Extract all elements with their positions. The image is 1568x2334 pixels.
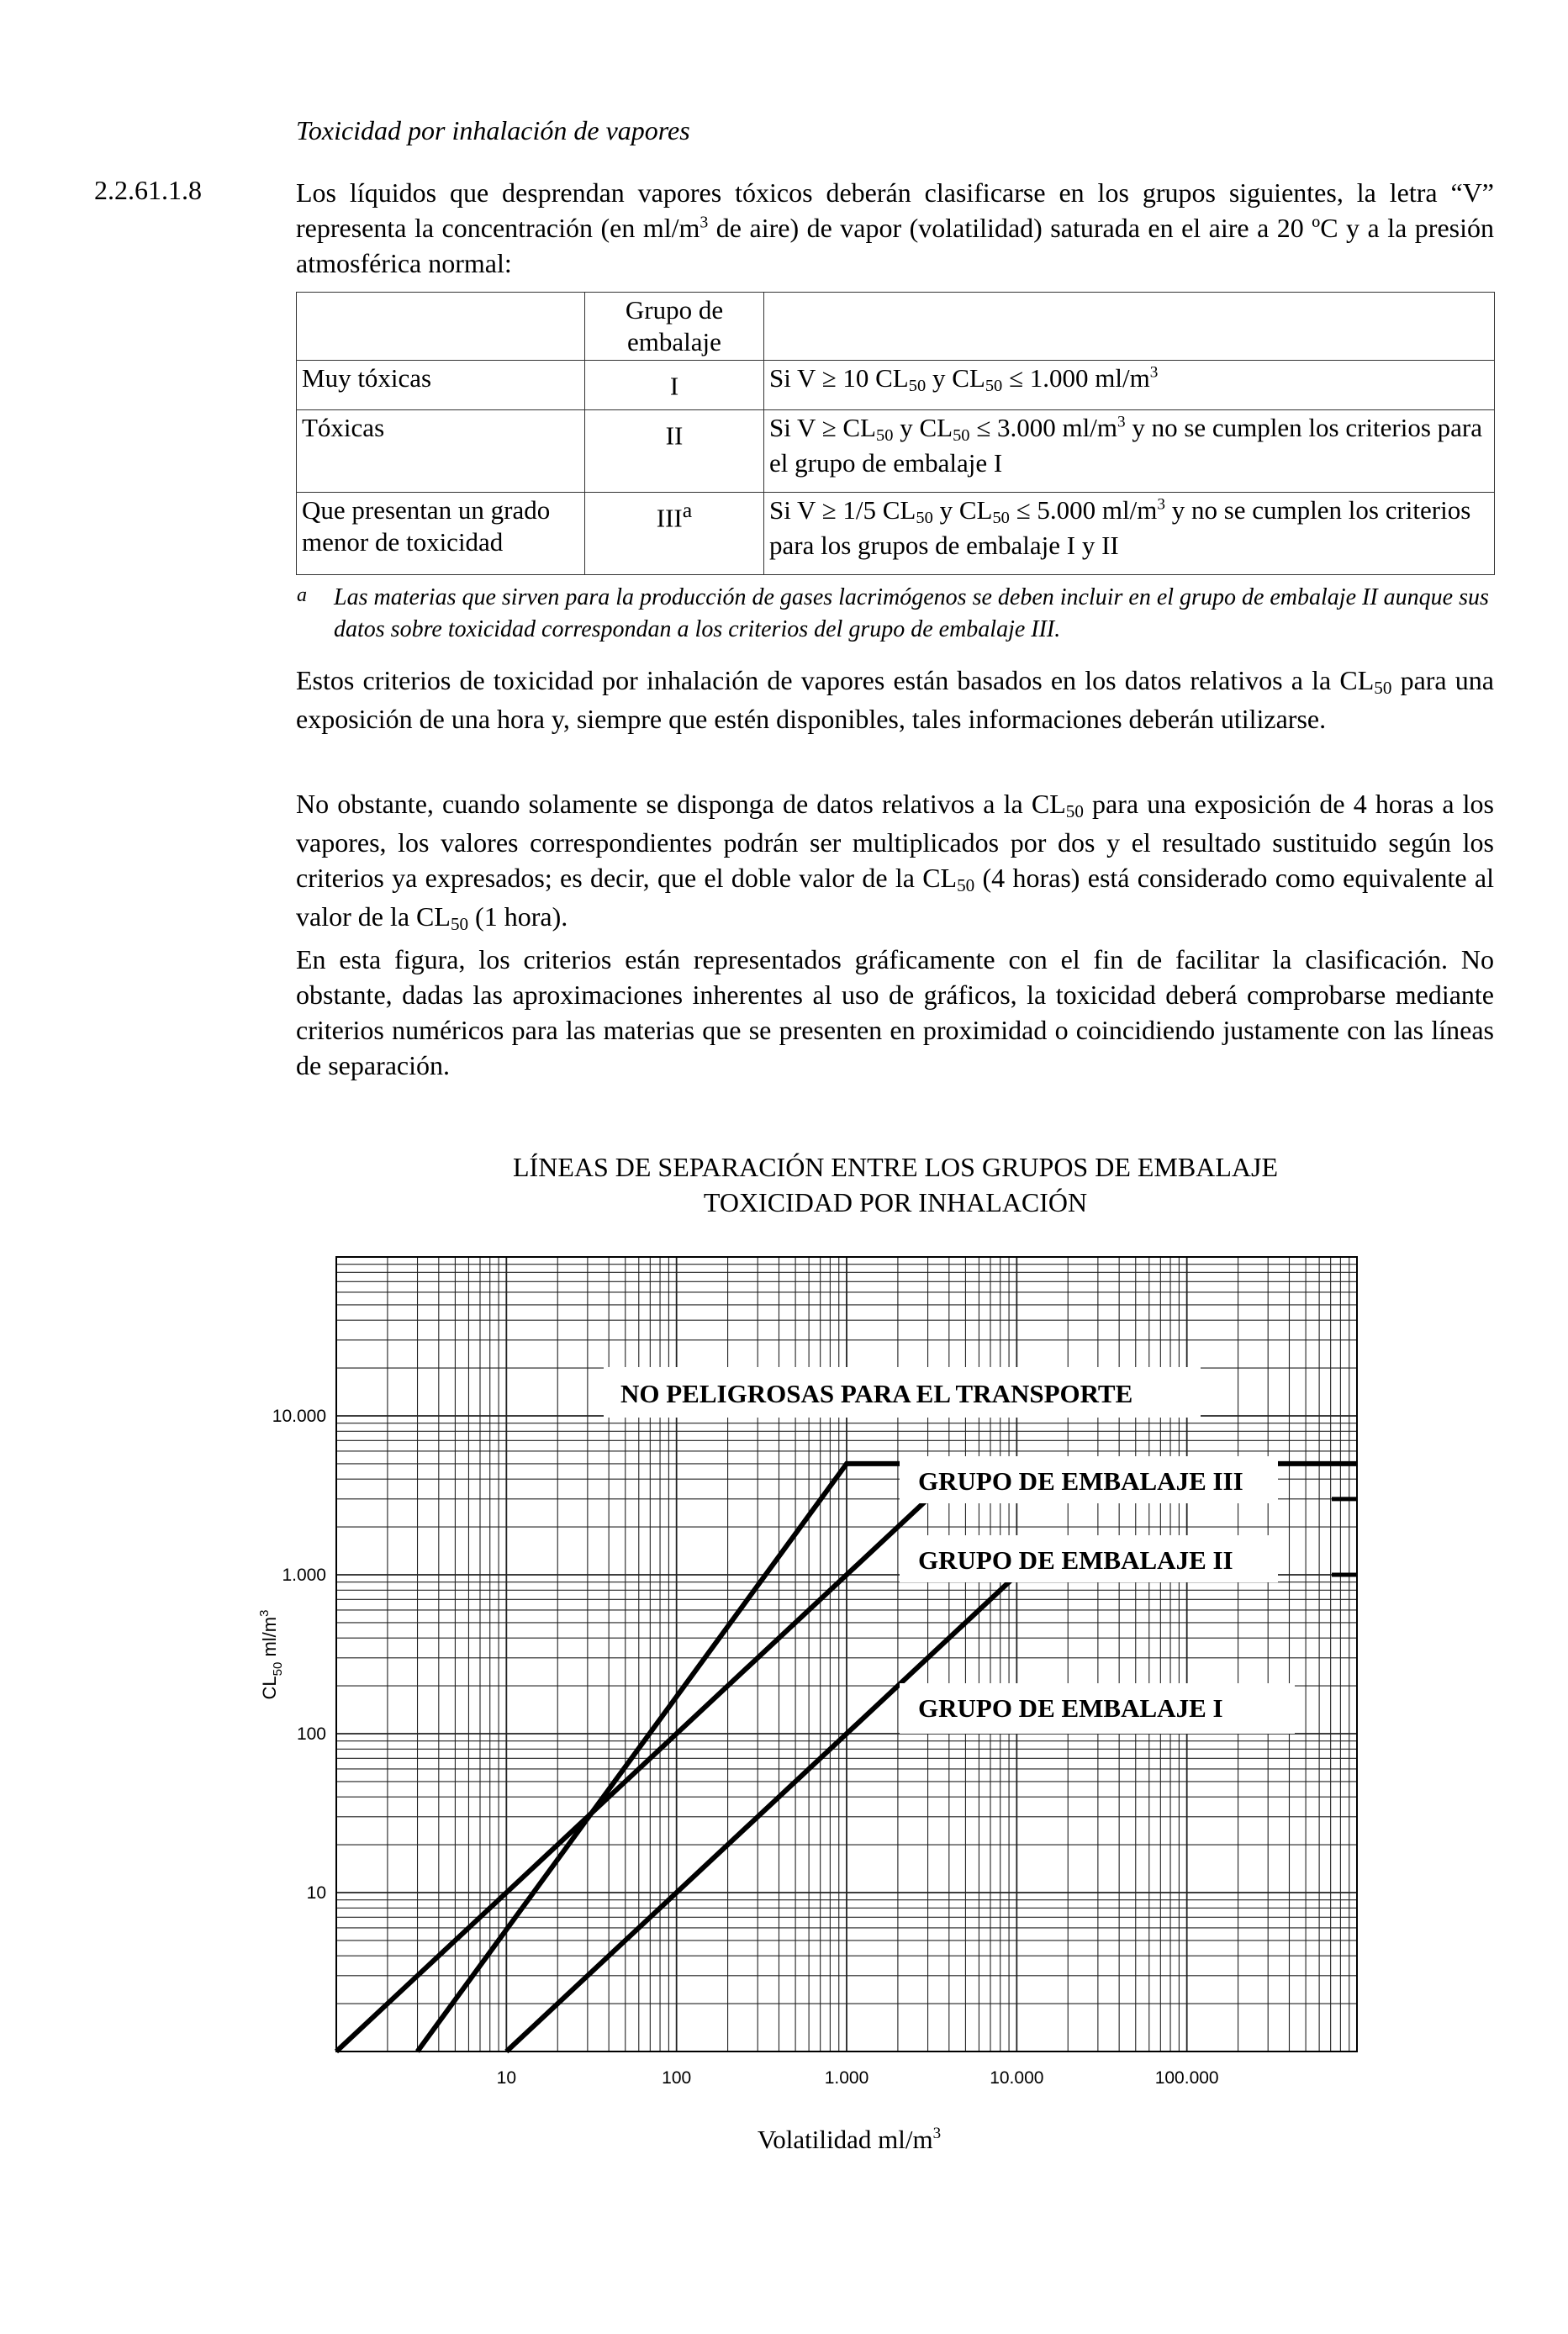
section-heading: Toxicidad por inhalación de vapores: [296, 115, 690, 145]
y-tick-label: 100: [296, 1724, 326, 1744]
chart-title-line: LÍNEAS DE SEPARACIÓN ENTRE LOS GRUPOS DE EMBALAJE: [513, 1152, 1278, 1182]
table-cell-group: II: [585, 410, 764, 493]
region-label: GRUPO DE EMBALAJE II: [918, 1545, 1233, 1575]
table-cell-name: Tóxicas: [297, 410, 585, 493]
table-header-group: Grupo de embalaje: [585, 293, 764, 361]
table-cell-name: Que presentan un grado menor de toxicidad: [297, 493, 585, 575]
footnote-mark: a: [297, 584, 307, 606]
table-cell-group: III$^a$: [585, 493, 764, 575]
y-tick-label: 10.000: [272, 1407, 326, 1426]
y-axis-label: $CL_{50}$ $ml/m^3$: [257, 1609, 285, 1700]
intro-paragraph: Los líquidos que desprendan vapores tóxicos deberán clasificarse en los grupos siguientes, la letra “V” representa la concentración (en $ml/m^3$ de aire) de vapor (volatilidad) saturada en el aire a 20 ºC y a la presión atmosférica normal:: [296, 177, 1494, 278]
region-label: NO PELIGROSAS PARA EL TRANSPORTE: [620, 1379, 1133, 1408]
x-tick-label: 10: [496, 2068, 517, 2088]
x-tick-label: 10.000: [990, 2068, 1044, 2088]
table-cell-group: I: [585, 361, 764, 410]
paragraph: Estos criterios de toxicidad por inhalación de vapores están basados en los datos relativos a la $CL_{50}$ para una exposición de una hora y, siempre que estén disponibles, tales informaciones deberán utilizarse.: [296, 665, 1495, 734]
paragraph: En esta figura, los criterios están representados gráficamente con el fin de facilitar la clasificación. No obstante, dadas las aproximaciones inherentes al uso de gráficos, la toxicidad deberá comprobarse mediante criterios numéricos para las materias que se presenten en proximidad o coincidiendo justamente con las líneas de separación.: [296, 944, 1494, 1080]
section-number: 2.2.61.1.8: [94, 175, 202, 205]
table-cell-name: Muy tóxicas: [297, 361, 585, 410]
paragraph: No obstante, cuando solamente se disponga de datos relativos a la $CL_{50}$ para una exposición de 4 horas a los vapores, los valores correspondientes podrán ser multiplicados por dos y el resultado sustituido según los criterios ya expresados; es decir, que el doble valor de la $CL_{50}$ (4 horas) está considerado como equivalente al valor de la $CL_{50}$ (1 hora).: [296, 789, 1495, 935]
region-label: GRUPO DE EMBALAJE I: [918, 1693, 1223, 1723]
footnote-text: Las materias que sirven para la producción de gases lacrimógenos se deben incluir en el grupo de embalaje II aunque sus datos sobre toxicidad correspondan a los criterios del grupo de embalaje III.: [334, 584, 1489, 642]
x-tick-label: 100: [662, 2068, 692, 2088]
chart-ticks: [272, 1407, 1219, 2088]
series-line: [506, 1575, 1016, 2051]
chart-title-line: TOXICIDAD POR INHALACIÓN: [703, 1187, 1088, 1217]
y-tick-label: 10: [306, 1883, 326, 1903]
table-cell-criteria: Si $V \ge CL_{50}$ y $CL_{50} \le 3.000$ $ml/m^3$ y no se cumplen los criterios para el grupo de embalaje I: [764, 410, 1495, 493]
region-label: GRUPO DE EMBALAJE III: [918, 1466, 1243, 1496]
x-tick-label: 100.000: [1154, 2068, 1219, 2088]
table-cell-criteria: Si V ≥ 1/5 $CL_{50}$ y $CL_{50} \le 5.000$ $ml/m^3$ y no se cumplen los criterios para los grupos de embalaje I y II: [764, 493, 1495, 575]
x-tick-label: 1.000: [824, 2068, 869, 2088]
table-cell-criteria: Si V ≥ 10 $CL_{50}$ y $CL_{50} \le 1.000$ $ml/m^3$: [764, 361, 1495, 410]
y-tick-label: 1.000: [282, 1566, 326, 1585]
x-axis-label: Volatilidad $ml/m^3$: [757, 2125, 942, 2154]
